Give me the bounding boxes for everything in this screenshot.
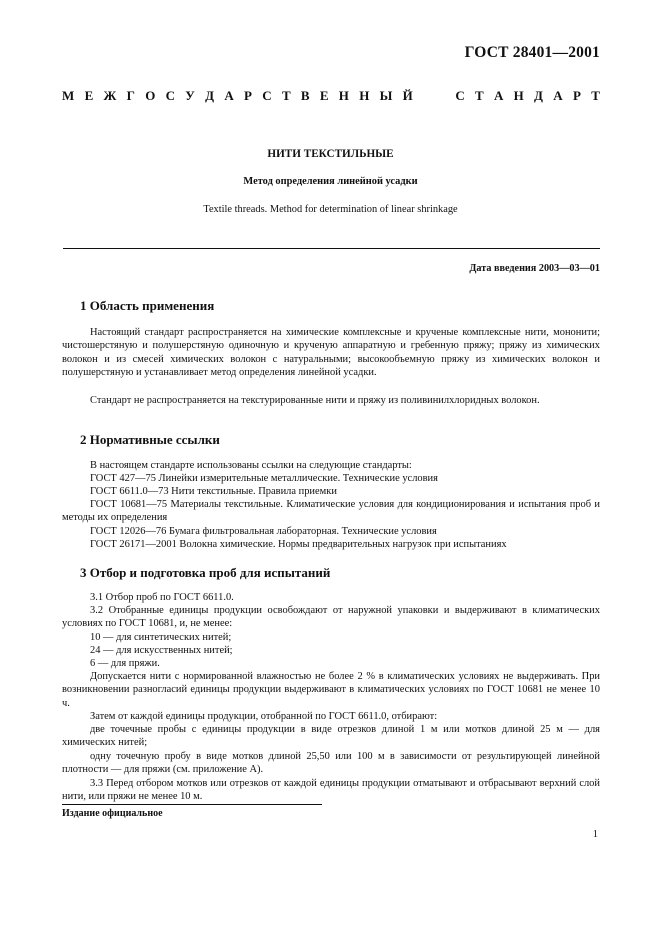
banner-letter: М [62, 88, 75, 103]
section-3-heading: 3 Отбор и подготовка проб для испытаний [80, 565, 331, 580]
banner-letter: Н [338, 88, 349, 103]
banner-letter: Т [475, 88, 484, 103]
introduction-date: Дата введения 2003—03—01 [469, 263, 600, 274]
banner-letter: А [493, 88, 504, 103]
banner-letter: Е [319, 88, 329, 103]
references-intro: В настоящем стандарте использованы ссылки на следующие стандарты: [90, 460, 412, 471]
list-item: 24 — для искусственных нитей; [90, 645, 233, 656]
banner-letter: Т [591, 88, 600, 103]
banner-letter: Д [205, 88, 215, 103]
banner-letter: С [262, 88, 272, 103]
clause-3-3: 3.3 Перед отбором мотков или отрезков от каждой единицы продукции отматывают и отбрасывают верхний слой нити, или пряжи не менее 10 м. [62, 778, 600, 803]
section-1-heading: 1 Область применения [80, 298, 215, 313]
reference-item: ГОСТ 427—75 Линейки измерительные металлические. Технические условия [90, 473, 438, 484]
sampling-paragraph: одну точечную пробу в виде мотков длиной 25,50 или 100 м в зависимости от результирующей линейной плотности — для пряжи (см. приложение А). [62, 751, 600, 776]
banner-gap [423, 88, 445, 104]
list-item: 6 — для пряжи. [90, 658, 160, 669]
banner-letter: Н [359, 88, 370, 103]
english-title: Textile threads. Method for determination of linear shrinkage [203, 204, 458, 215]
banner-letter: Ы [379, 88, 393, 103]
reference-item: ГОСТ 6611.0—73 Нити текстильные. Правила приемки [90, 486, 337, 497]
footer-divider [62, 804, 322, 805]
banner-letter: Д [534, 88, 543, 103]
banner-letter: Р [572, 88, 581, 103]
banner-letter: Е [84, 88, 94, 103]
banner-letter: Р [244, 88, 252, 103]
clause-3-1: 3.1 Отбор проб по ГОСТ 6611.0. [90, 592, 234, 603]
banner-letter: Ж [103, 88, 117, 103]
document-subtitle: Метод определения линейной усадки [243, 176, 418, 187]
section-1-paragraph: Стандарт не распространяется на текстурированные нити и пряжу из поливинилхлоридных волокон. [90, 395, 540, 406]
header-divider [63, 248, 600, 249]
banner-letter: У [185, 88, 195, 103]
section-2-heading: 2 Нормативные ссылки [80, 432, 220, 447]
document-title: НИТИ ТЕКСТИЛЬНЫЕ [267, 148, 394, 160]
banner-letter: С [165, 88, 176, 103]
banner-letter: О [145, 88, 156, 103]
page-number: 1 [592, 829, 598, 840]
section-1-paragraph: Настоящий стандарт распространяется на химические комплексные и крученые комплексные нити, мононити; чистошерстяную и полушерстяную одиночную и крученую аппаратную и гребенную пряжу; пряжу из химических волокон и из смесей химических волокон с натуральными; высокообъемную пряжу из химических волокон и полушерстяную и устанавливает метод определения линейной усадки. [62, 327, 600, 379]
standard-code: ГОСТ 28401—2001 [464, 44, 600, 61]
reference-item: ГОСТ 26171—2001 Волокна химические. Нормы предварительных нагрузок при испытаниях [90, 539, 507, 550]
banner-letter: С [455, 88, 465, 103]
official-edition-label: Издание официальное [62, 808, 163, 819]
banner-letter: А [224, 88, 234, 103]
banner-letter: В [300, 88, 310, 103]
interstate-standard-banner [62, 88, 600, 104]
reference-item: ГОСТ 10681—75 Материалы текстильные. Климатические условия для кондиционирования и испытания проб и методы их определения [62, 499, 600, 524]
clause-3-2: 3.2 Отобранные единицы продукции освобождают от наружной упаковки и выдерживают в климатических условиях по ГОСТ 10681, и, не менее: [62, 605, 600, 630]
list-item: 10 — для синтетических нитей; [90, 632, 232, 643]
banner-letter: А [553, 88, 563, 103]
humidity-paragraph: Допускается нити с нормированной влажностью не более 2 % в климатических условиях не выдерживать. При возникновении разногласий единицы продукции выдерживают в климатических условиях по ГОСТ 10681 не менее 10 ч. [62, 671, 600, 709]
banner-letter: Т [281, 88, 291, 103]
banner-letter: Й [402, 88, 413, 103]
sampling-paragraph: две точечные пробы с единицы продукции в виде отрезков длиной 1 м или мотков длиной 25 м — для химических нитей; [62, 724, 600, 749]
banner-letter: Н [513, 88, 524, 103]
sampling-intro: Затем от каждой единицы продукции, отобранной по ГОСТ 6611.0, отбирают: [90, 711, 438, 722]
banner-letter: Г [126, 88, 135, 103]
reference-item: ГОСТ 12026—76 Бумага фильтровальная лабораторная. Технические условия [90, 526, 437, 537]
